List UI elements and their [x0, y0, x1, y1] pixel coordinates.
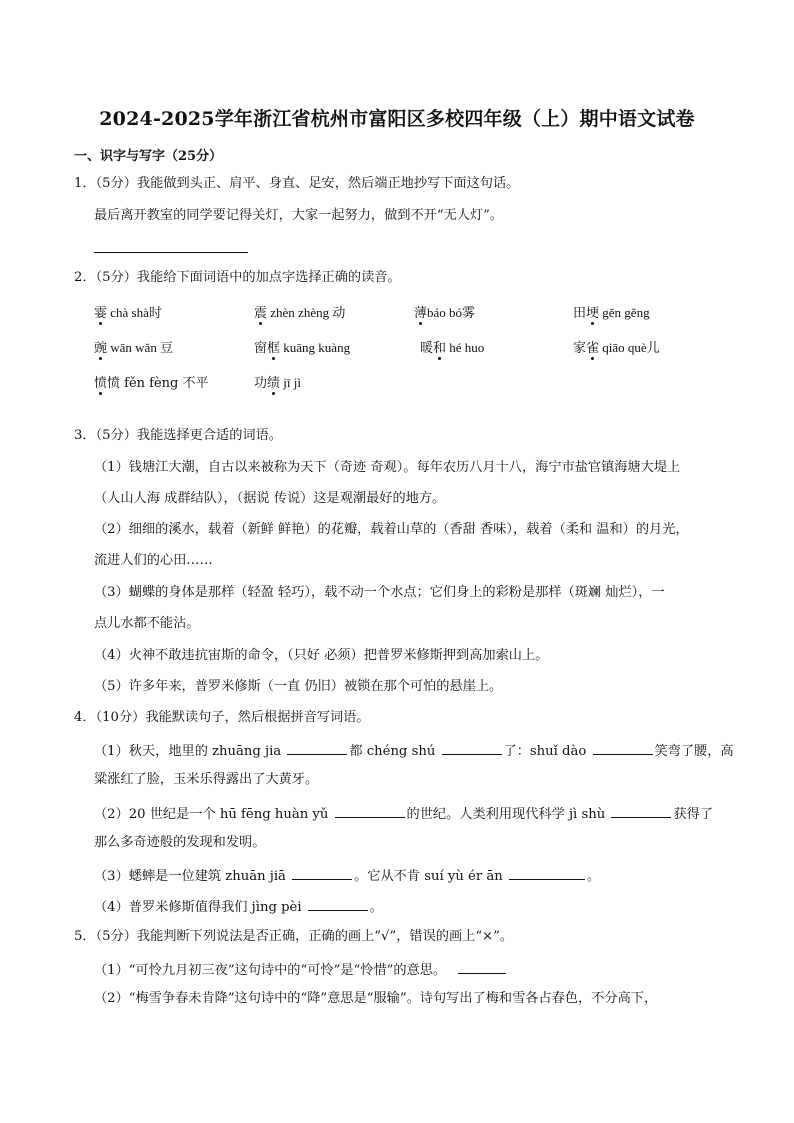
question-1-sentence: 最后离开教室的同学要记得关灯，大家一起努力，做到不开“无人灯”。: [94, 208, 504, 223]
question-1-answer-line[interactable]: [94, 252, 248, 253]
dotted-char: 绩: [267, 372, 280, 391]
pinyin-item: 豌 wān wǎn 豆: [94, 337, 173, 356]
pinyin-item: 霎 chà shà时: [94, 302, 162, 321]
pinyin-item: 薄báo bó雾: [414, 302, 475, 321]
question-3-line: （5）许多年来，普罗米修斯（一直 仍旧）被锁在那个可怕的悬崖上。: [94, 679, 503, 694]
dotted-char: 霎: [94, 302, 107, 321]
pinyin-item: 暖和 hé huo: [420, 337, 484, 356]
answer-blank[interactable]: [593, 742, 653, 755]
question-2-stem: 2．（5分）我能给下面词语中的加点字选择正确的读音。: [74, 270, 401, 285]
question-3-line: （3）蝴蝶的身体是那样（轻盈 轻巧），载不动一个水点；它们身上的彩粉是那样（斑斓 灿烂），一: [94, 585, 665, 600]
question-5-line: （1）“可怜九月初三夜”这句诗中的“可怜”是“怜惜”的意思。: [94, 961, 508, 977]
answer-blank[interactable]: [308, 898, 368, 911]
dotted-char: 框: [267, 337, 280, 356]
question-4-line: （2）20 世纪是一个 hū fēng huàn yǔ 的世纪。人类利用现代科学 jì shù 获得了: [94, 807, 713, 822]
question-3-stem: 3．（5分）我能选择更合适的词语。: [74, 428, 282, 443]
pinyin-item: 窗框 kuāng kuàng: [254, 337, 350, 356]
pinyin-item: 家雀 qiāo què儿: [573, 337, 660, 356]
question-4-line: （1）秋天，地里的 zhuāng jia 都 chéng shú 了：shuǐ dào 笑弯了腰，高: [94, 744, 734, 759]
answer-blank[interactable]: [442, 742, 502, 755]
question-4-line: 那么多奇迹般的发现和发明。: [94, 835, 266, 850]
pinyin-item: 震 zhèn zhèng 动: [254, 302, 345, 321]
dotted-char: 震: [254, 302, 267, 321]
answer-blank[interactable]: [287, 742, 347, 755]
question-4-line: 粱涨红了脸，玉米乐得露出了大黄牙。: [94, 772, 319, 787]
pinyin-item: 功绩 jī jì: [254, 372, 301, 391]
question-1-stem: 1．（5分）我能做到头正、肩平、身直、足安，然后端正地抄写下面这句话。: [74, 176, 520, 191]
dotted-char: 薄: [414, 302, 427, 321]
question-4-stem: 4．（10分）我能默读句子，然后根据拼音写词语。: [74, 710, 370, 725]
question-3-line: （1）钱塘江大潮，自古以来被称为天下（奇迹 奇观）。每年农历八月十八，海宁市盐官镇海塘大堤上: [94, 460, 681, 475]
question-3-line: （2）细细的溪水，载着（新鲜 鲜艳）的花瓣，载着山草的（香甜 香味），载着（柔和 温和）的月光，: [94, 522, 689, 537]
dotted-char: 埂: [586, 302, 599, 321]
question-3-line: 流进人们的心田……: [94, 553, 213, 568]
dotted-char: 豌: [94, 337, 107, 356]
question-3-line: 点儿水都不能沾。: [94, 616, 200, 631]
question-4-line: （3）蟋蟀是一位建筑 zhuān jiā 。它从不肯 suí yù ér ān 。: [94, 869, 601, 884]
answer-blank[interactable]: [611, 805, 671, 818]
question-3-line: （人山人海 成群结队），（据说 传说）这是观潮最好的地方。: [94, 491, 446, 506]
page-title: 2024-2025学年浙江省杭州市富阳区多校四年级（上）期中语文试卷: [99, 108, 695, 130]
question-5-line: （2）“梅雪争春未肯降”这句诗中的“降”意思是“服输”。诗句写出了梅和雪各占春色，不分高下，: [94, 991, 658, 1006]
answer-blank[interactable]: [292, 867, 352, 880]
pinyin-item: 愤愤 fěn fèng 不平: [94, 372, 209, 391]
question-3-line: （4）火神不敢违抗宙斯的命令，（只好 必须）把普罗米修斯押到高加索山上。: [94, 648, 549, 663]
question-5-stem: 5．（5分）我能判断下列说法是否正确，正确的画上“√”，错误的画上“×”。: [74, 929, 514, 944]
question-4-line: （4）普罗米修斯值得我们 jìng pèi 。: [94, 900, 383, 915]
dotted-char: 和: [433, 337, 446, 356]
pinyin-item: 田埂 gěn gěng: [573, 302, 650, 321]
section-heading: 一、识字与写字（25分）: [74, 149, 223, 164]
answer-blank[interactable]: [509, 867, 585, 880]
dotted-char: 雀: [586, 337, 599, 356]
answer-blank[interactable]: [458, 961, 506, 974]
answer-blank[interactable]: [335, 805, 405, 818]
dotted-char: 愤: [94, 372, 107, 391]
